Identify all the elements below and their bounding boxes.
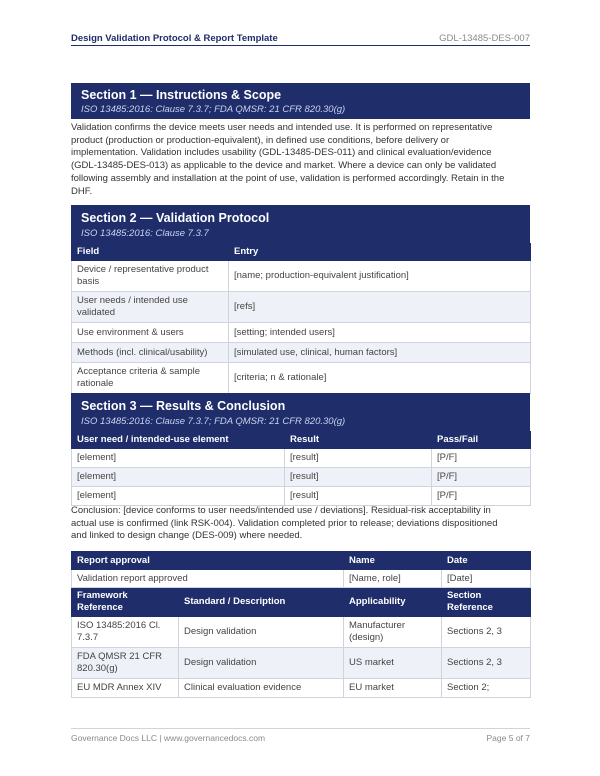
applicability-cell: Manufacturer (design): [344, 617, 442, 648]
page-footer: [71, 728, 530, 743]
results-table: [71, 431, 531, 506]
table-header-row: [72, 552, 531, 570]
section-1-subtitle: ISO 13485:2016: Clause 7.3.7; FDA QMSR: 21 CFR 820.30(g): [81, 104, 346, 115]
column-header: Result: [285, 432, 432, 449]
body-line: product (production or production-equivalent), in defined use conditions, before delivery or: [71, 134, 450, 146]
section-2-title: Section 2 — Validation Protocol: [81, 211, 270, 225]
entry-cell: [refs]: [229, 292, 531, 323]
column-header: Section Reference: [442, 588, 531, 617]
section-3-subtitle: ISO 13485:2016: Clause 7.3.7; FDA QMSR: 21 CFR 820.30(g): [81, 416, 346, 427]
standard-cell: Design validation: [179, 617, 344, 648]
table-header-row: [72, 432, 531, 449]
body-line: and linked to design change (DES-009) where needed.: [71, 530, 303, 542]
section-reference-cell: Sections 2, 3: [442, 617, 531, 648]
field-cell: Use environment & users: [72, 323, 229, 343]
result-cell: [result]: [285, 487, 432, 506]
entry-cell: [criteria; n & rationale]: [229, 363, 531, 394]
approval-date-cell: [Date]: [442, 570, 531, 588]
conclusion-text: [71, 505, 530, 543]
table-row: [72, 617, 531, 648]
document-code: GDL-13485-DES-007: [439, 33, 530, 44]
field-cell: Device / representative product basis: [72, 261, 229, 292]
field-cell: Acceptance criteria & sample rationale: [72, 363, 229, 394]
body-line: (GDL-13485-DES-013) as applicable to the device and market. Where a device can only be validated: [71, 160, 497, 172]
table-row: [72, 363, 531, 394]
body-line: DHF.: [71, 185, 93, 197]
body-line: actual use is confirmed (link RSK-004). Validation completed prior to release; deviations dispositioned: [71, 517, 498, 529]
element-cell: [element]: [72, 468, 285, 487]
table-row: [72, 679, 531, 698]
table-row: [72, 648, 531, 679]
section-reference-cell: Section 2;: [442, 679, 531, 698]
framework-cell: ISO 13485:2016 Cl. 7.3.7: [72, 617, 179, 648]
standard-cell: Clinical evaluation evidence: [179, 679, 344, 698]
table-row: [72, 323, 531, 343]
standard-cell: Design validation: [179, 648, 344, 679]
element-cell: [element]: [72, 449, 285, 468]
section-1-body: [71, 122, 530, 198]
entry-cell: [name; production-equivalent justification]: [229, 261, 531, 292]
table-header-row: [72, 588, 531, 617]
section-2-header: [71, 205, 530, 243]
table-row: [72, 449, 531, 468]
body-line: Conclusion: [device conforms to user needs/intended use / deviations]. Residual-risk acceptability in: [71, 505, 491, 516]
body-line: Validation confirms the device meets user needs and intended use. It is performed on representative: [71, 122, 493, 133]
column-header: Applicability: [344, 588, 442, 617]
result-cell: [result]: [285, 468, 432, 487]
approval-item-cell: Validation report approved: [72, 570, 344, 588]
page-number: Page 5 of 7: [486, 733, 530, 743]
section-3-title: Section 3 — Results & Conclusion: [81, 399, 286, 413]
body-line: following assembly and installation at the point of use, validation is performed accordingly. Retain in the: [71, 172, 505, 184]
section-reference-cell: Sections 2, 3: [442, 648, 531, 679]
document-title: Design Validation Protocol & Report Template: [71, 33, 278, 44]
column-header: User need / intended-use element: [72, 432, 285, 449]
validation-protocol-table: [71, 243, 531, 394]
table-row: [72, 343, 531, 363]
field-cell: User needs / intended use validated: [72, 292, 229, 323]
body-line: implementation. Validation includes usability (GDL-13485-DES-011) and clinical evaluation/evidence: [71, 147, 492, 159]
section-1-header: [71, 83, 530, 119]
column-header: Date: [442, 552, 531, 570]
column-header: Entry: [229, 244, 531, 261]
table-row: [72, 292, 531, 323]
table-header-row: [72, 244, 531, 261]
framework-cell: FDA QMSR 21 CFR 820.30(g): [72, 648, 179, 679]
pass-fail-cell: [P/F]: [432, 487, 531, 506]
column-header: Field: [72, 244, 229, 261]
column-header: Framework Reference: [72, 588, 179, 617]
footer-company: Governance Docs LLC | www.governancedocs.com: [71, 733, 266, 743]
column-header: Standard / Description: [179, 588, 344, 617]
page-header: [71, 29, 530, 46]
field-cell: Methods (incl. clinical/usability): [72, 343, 229, 363]
pass-fail-cell: [P/F]: [432, 449, 531, 468]
entry-cell: [simulated use, clinical, human factors]: [229, 343, 531, 363]
table-row: [72, 468, 531, 487]
column-header: Report approval: [72, 552, 344, 570]
element-cell: [element]: [72, 487, 285, 506]
section-3-header: [71, 393, 530, 431]
entry-cell: [setting; intended users]: [229, 323, 531, 343]
column-header: Name: [344, 552, 442, 570]
section-1-title: Section 1 — Instructions & Scope: [81, 88, 282, 102]
applicability-cell: US market: [344, 648, 442, 679]
column-header: Pass/Fail: [432, 432, 531, 449]
approval-references-table: [71, 551, 531, 698]
framework-cell: EU MDR Annex XIV: [72, 679, 179, 698]
result-cell: [result]: [285, 449, 432, 468]
pass-fail-cell: [P/F]: [432, 468, 531, 487]
approval-row: [72, 570, 531, 588]
applicability-cell: EU market: [344, 679, 442, 698]
approver-name-cell: [Name, role]: [344, 570, 442, 588]
table-row: [72, 261, 531, 292]
section-2-subtitle: ISO 13485:2016: Clause 7.3.7: [81, 228, 209, 239]
table-row: [72, 487, 531, 506]
